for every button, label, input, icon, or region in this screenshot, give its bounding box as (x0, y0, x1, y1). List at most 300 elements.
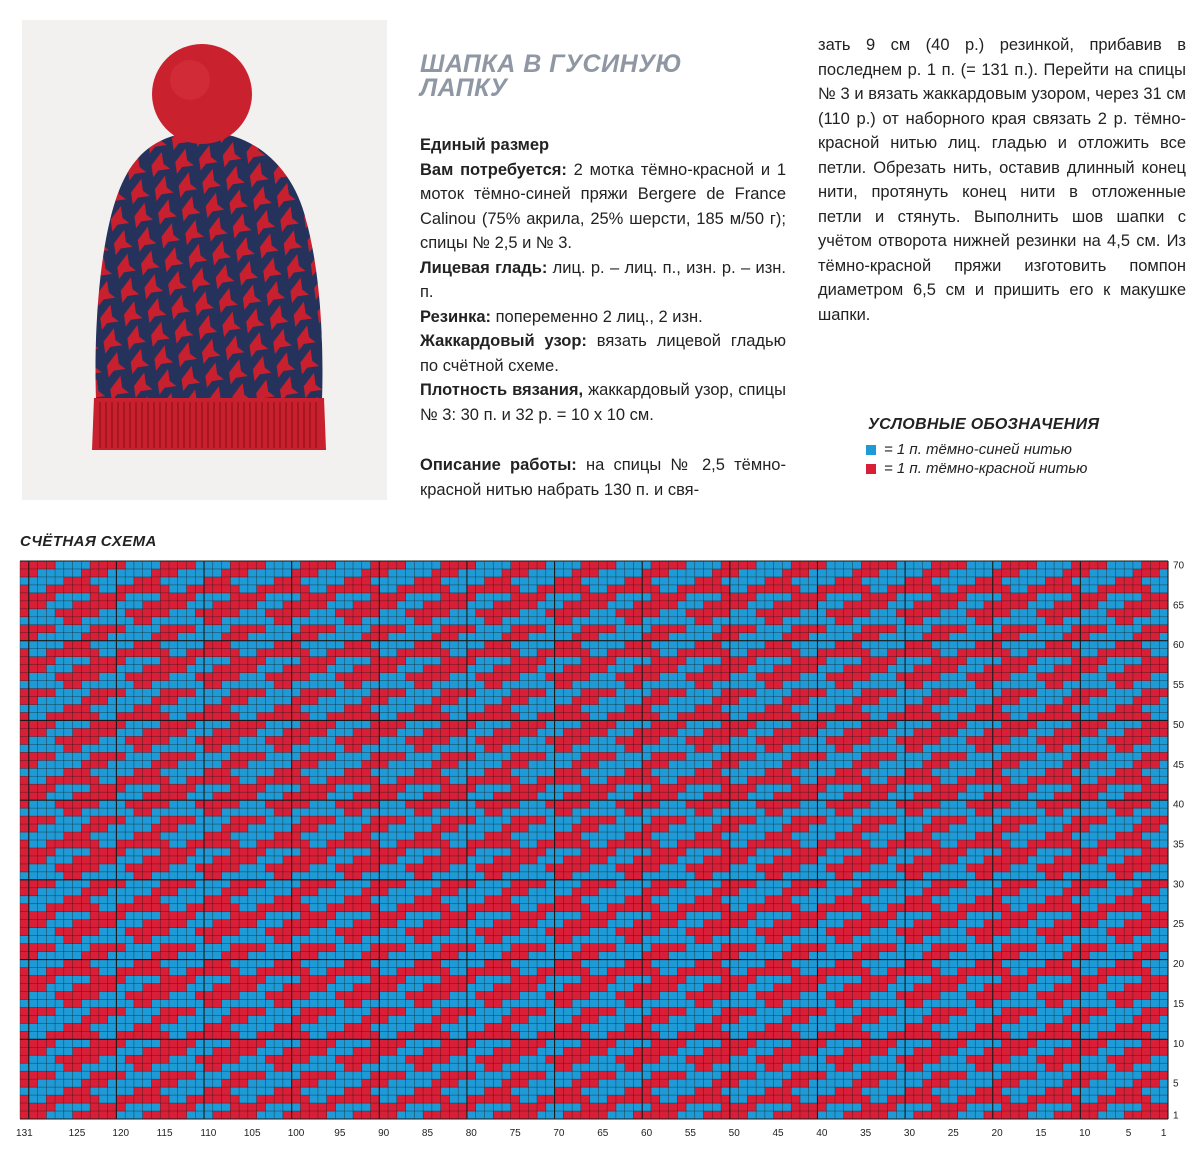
red-stitch-run (344, 768, 371, 776)
red-stitch-run (344, 1023, 371, 1031)
red-stitch-run (151, 697, 178, 705)
red-stitch-run (835, 704, 862, 712)
red-stitch-run (563, 1047, 607, 1055)
red-stitch-run (984, 856, 1028, 864)
red-stitch-run (896, 800, 940, 808)
red-stitch-run (406, 609, 450, 617)
x-tick-label: 70 (553, 1128, 565, 1139)
red-stitch-run (432, 1015, 459, 1023)
red-stitch-run (914, 601, 958, 609)
red-stitch-run (283, 983, 327, 991)
red-stitch-run (905, 1023, 932, 1031)
red-stitch-run (975, 1023, 1002, 1031)
x-tick-label: 60 (641, 1128, 653, 1139)
red-stitch-run (546, 864, 590, 872)
red-stitch-run (826, 864, 870, 872)
red-stitch-run (704, 792, 748, 800)
x-tick-label: 30 (903, 1128, 916, 1139)
red-stitch-run (20, 649, 29, 657)
red-stitch-run (134, 1087, 161, 1095)
red-stitch-run (274, 1087, 301, 1095)
red-stitch-run (686, 673, 730, 681)
red-stitch-run (362, 760, 389, 768)
red-stitch-run (493, 1047, 537, 1055)
legend-item-blue (866, 440, 1166, 459)
red-stitch-run (476, 991, 520, 999)
red-stitch-run (1054, 792, 1098, 800)
jacquard-text: вязать лицевой гладью по счётной схеме. (420, 332, 786, 375)
red-stitch-run (73, 1111, 117, 1119)
red-stitch-run (1045, 641, 1072, 649)
materials-label: Вам потребуется: (420, 160, 567, 179)
red-stitch-run (765, 1023, 792, 1031)
red-stitch-run (642, 952, 669, 960)
red-stitch-run (283, 1111, 327, 1119)
red-stitch-run (616, 864, 660, 872)
red-stitch-run (1107, 991, 1151, 999)
red-stitch-run (844, 856, 888, 864)
red-stitch-run (616, 800, 660, 808)
red-stitch-run (1115, 960, 1142, 968)
red-stitch-run (546, 1055, 590, 1063)
red-stitch-run (975, 960, 1002, 968)
red-stitch-run (546, 800, 590, 808)
red-stitch-run (292, 888, 319, 896)
red-stitch-run (765, 896, 792, 904)
red-stitch-run (993, 697, 1020, 705)
x-tick-label: 50 (728, 1128, 740, 1139)
red-stitch-run (984, 601, 1028, 609)
red-stitch-run (283, 792, 327, 800)
red-stitch-run (151, 1079, 178, 1087)
red-stitch-run (222, 760, 249, 768)
red-stitch-run (265, 991, 309, 999)
red-stitch-run (292, 633, 319, 641)
red-stitch-run (213, 601, 257, 609)
red-stitch-run (546, 609, 590, 617)
red-stitch-run (213, 856, 257, 864)
red-stitch-run (712, 760, 739, 768)
red-stitch-run (64, 1023, 91, 1031)
red-stitch-run (283, 920, 327, 928)
red-stitch-run (765, 577, 792, 585)
red-stitch-run (616, 1055, 660, 1063)
red-stitch-run (923, 633, 950, 641)
red-stitch-run (222, 1015, 249, 1023)
red-stitch-run (292, 760, 319, 768)
red-stitch-run (835, 577, 862, 585)
red-stitch-run (414, 896, 441, 904)
red-stitch-run (1107, 800, 1151, 808)
red-stitch-run (896, 991, 940, 999)
stockinette-paragraph (420, 256, 786, 305)
red-stitch-run (782, 1015, 809, 1023)
red-stitch-run (826, 736, 870, 744)
red-stitch-run (896, 673, 940, 681)
red-stitch-run (20, 904, 29, 912)
red-stitch-run (222, 952, 249, 960)
red-stitch-run (274, 896, 301, 904)
red-stitch-run (826, 609, 870, 617)
red-stitch-run (704, 856, 748, 864)
red-stitch-run (73, 601, 117, 609)
red-stitch-run (353, 856, 397, 864)
red-stitch-run (853, 697, 880, 705)
x-tick-label: 100 (287, 1128, 305, 1139)
red-stitch-run (484, 577, 511, 585)
red-stitch-run (546, 928, 590, 936)
red-stitch-run (844, 920, 888, 928)
red-stitch-run (853, 569, 880, 577)
red-stitch-run (572, 697, 599, 705)
red-stitch-run (695, 960, 722, 968)
red-stitch-run (686, 609, 730, 617)
red-stitch-run (1133, 633, 1160, 641)
article-title: ШАПКА В ГУСИНУЮ ЛАПКУ (420, 50, 683, 102)
red-stitch-run (853, 1079, 880, 1087)
red-stitch-run (432, 888, 459, 896)
red-stitch-run (20, 856, 47, 864)
red-stitch-run (923, 952, 950, 960)
red-stitch-run (502, 952, 529, 960)
red-stitch-run (712, 569, 739, 577)
red-stitch-run (125, 864, 169, 872)
red-stitch-run (1142, 689, 1169, 697)
red-stitch-run (993, 633, 1020, 641)
red-stitch-run (81, 697, 108, 705)
red-stitch-run (686, 800, 730, 808)
red-stitch-run (423, 856, 467, 864)
red-stitch-run (1124, 1111, 1168, 1119)
red-stitch-run (844, 1047, 888, 1055)
red-stitch-run (493, 856, 537, 864)
red-stitch-run (476, 928, 520, 936)
red-stitch-run (265, 736, 309, 744)
red-stitch-run (826, 991, 870, 999)
red-stitch-run (1045, 1023, 1072, 1031)
red-stitch-run (1142, 944, 1169, 952)
red-stitch-run (55, 673, 99, 681)
red-stitch-run (844, 601, 888, 609)
red-stitch-run (774, 1111, 818, 1119)
red-stitch-run (765, 768, 792, 776)
red-stitch-run (695, 1087, 722, 1095)
y-tick-label: 30 (1173, 879, 1185, 891)
red-stitch-run (563, 856, 607, 864)
red-stitch-run (125, 609, 169, 617)
red-stitch-run (20, 609, 29, 617)
y-tick-label: 20 (1173, 959, 1185, 971)
red-stitch-run (914, 983, 958, 991)
x-tick-label: 5 (1125, 1128, 1132, 1139)
red-stitch-run (835, 960, 862, 968)
red-stitch-run (73, 1047, 117, 1055)
red-stitch-run (353, 728, 397, 736)
red-stitch-run (1037, 673, 1081, 681)
red-stitch-run (292, 1079, 319, 1087)
red-stitch-run (423, 728, 467, 736)
red-stitch-run (1054, 1111, 1098, 1119)
red-stitch-run (905, 577, 932, 585)
red-stitch-run (712, 697, 739, 705)
red-stitch-run (151, 952, 178, 960)
red-stitch-run (502, 697, 529, 705)
red-stitch-run (64, 960, 91, 968)
red-stitch-run (414, 960, 441, 968)
red-stitch-run (1133, 1015, 1160, 1023)
red-stitch-run (695, 832, 722, 840)
red-stitch-run (633, 728, 677, 736)
red-stitch-run (151, 760, 178, 768)
red-stitch-run (274, 577, 301, 585)
red-stitch-run (905, 896, 932, 904)
red-stitch-run (1133, 888, 1160, 896)
red-stitch-run (984, 1047, 1028, 1055)
red-stitch-run (774, 920, 818, 928)
article-column-left (420, 133, 786, 502)
red-stitch-run (546, 991, 590, 999)
red-stitch-run (476, 1055, 520, 1063)
red-stitch-run (362, 824, 389, 832)
x-tick-label: 131 (16, 1128, 33, 1139)
red-stitch-run (1054, 665, 1098, 673)
red-stitch-run (853, 888, 880, 896)
red-stitch-run (625, 1087, 652, 1095)
red-stitch-run (265, 609, 309, 617)
red-stitch-run (1142, 912, 1169, 920)
red-stitch-run (914, 920, 958, 928)
red-stitch-run (923, 760, 950, 768)
red-stitch-run (20, 736, 29, 744)
red-stitch-run (563, 792, 607, 800)
red-stitch-run (423, 601, 467, 609)
red-stitch-run (20, 928, 29, 936)
red-stitch-run (1054, 1047, 1098, 1055)
red-stitch-run (1063, 1015, 1090, 1023)
red-stitch-run (914, 856, 958, 864)
red-stitch-run (914, 1111, 958, 1119)
red-stitch-run (222, 697, 249, 705)
red-stitch-run (1054, 920, 1098, 928)
jacquard-label: Жаккардовый узор: (420, 332, 587, 350)
red-stitch-run (1142, 1039, 1169, 1047)
red-stitch-run (1107, 736, 1151, 744)
red-stitch-run (81, 1079, 108, 1087)
red-stitch-run (1054, 983, 1098, 991)
red-stitch-run (143, 1111, 187, 1119)
red-stitch-run (1124, 920, 1168, 928)
red-stitch-run (64, 577, 91, 585)
red-stitch-run (686, 991, 730, 999)
red-stitch-run (134, 768, 161, 776)
red-stitch-run (642, 1015, 669, 1023)
red-stitch-run (283, 665, 327, 673)
red-stitch-run (1115, 577, 1142, 585)
red-stitch-run (905, 641, 932, 649)
red-stitch-run (1115, 641, 1142, 649)
red-stitch-run (502, 569, 529, 577)
y-tick-label: 10 (1173, 1038, 1185, 1050)
red-stitch-run (923, 697, 950, 705)
red-stitch-run (1142, 1007, 1169, 1015)
x-tick-label: 110 (200, 1128, 217, 1139)
red-stitch-run (1045, 960, 1072, 968)
red-stitch-run (555, 832, 582, 840)
red-stitch-run (213, 983, 257, 991)
red-stitch-run (765, 641, 792, 649)
red-stitch-run (966, 864, 1010, 872)
x-tick-label: 45 (772, 1128, 784, 1139)
red-stitch-run (493, 601, 537, 609)
red-stitch-run (143, 1047, 187, 1055)
x-tick-label: 75 (509, 1128, 521, 1139)
red-stitch-run (1133, 697, 1160, 705)
red-stitch-run (344, 577, 371, 585)
red-stitch-run (265, 1055, 309, 1063)
red-stitch-run (1142, 752, 1169, 760)
red-stitch-run (686, 864, 730, 872)
red-stitch-run (195, 673, 239, 681)
work-text: на спицы № 2,5 тёмно-красной нитью набрать 130 п. и свя- (420, 456, 786, 499)
red-stitch-run (914, 728, 958, 736)
blue-swatch-icon (866, 445, 876, 455)
x-tick-label: 120 (112, 1128, 130, 1139)
red-stitch-run (1037, 800, 1081, 808)
red-stitch-run (81, 569, 108, 577)
red-stitch-run (20, 1055, 29, 1063)
red-stitch-run (484, 896, 511, 904)
red-stitch-run (1045, 768, 1072, 776)
red-stitch-run (563, 601, 607, 609)
red-stitch-run (975, 704, 1002, 712)
red-stitch-run (20, 840, 29, 848)
red-stitch-run (353, 792, 397, 800)
red-stitch-run (782, 760, 809, 768)
red-stitch-run (134, 832, 161, 840)
red-stitch-run (1063, 760, 1090, 768)
red-stitch-run (625, 1023, 652, 1031)
red-stitch-run (774, 728, 818, 736)
red-stitch-run (844, 1111, 888, 1119)
materials-paragraph (420, 158, 786, 256)
red-stitch-run (493, 728, 537, 736)
red-stitch-run (213, 1111, 257, 1119)
red-stitch-run (1133, 1079, 1160, 1087)
red-stitch-run (686, 1055, 730, 1063)
y-tick-label: 35 (1173, 839, 1185, 851)
red-stitch-run (64, 641, 91, 649)
red-stitch-run (765, 1087, 792, 1095)
red-stitch-run (292, 824, 319, 832)
red-stitch-run (335, 928, 379, 936)
red-stitch-run (125, 673, 169, 681)
red-stitch-run (432, 569, 459, 577)
article-column-right (818, 33, 1186, 327)
red-stitch-run (362, 633, 389, 641)
red-stitch-run (835, 768, 862, 776)
red-stitch-run (704, 601, 748, 609)
legend-label-red: = 1 п. тёмно-красной нитью (884, 460, 1088, 477)
red-stitch-run (555, 1023, 582, 1031)
red-stitch-run (774, 665, 818, 673)
red-stitch-run (64, 704, 91, 712)
red-stitch-run (1142, 848, 1169, 856)
red-stitch-run (493, 983, 537, 991)
red-stitch-run (414, 577, 441, 585)
red-stitch-run (1115, 896, 1142, 904)
red-stitch-run (555, 577, 582, 585)
rib-text: попеременно 2 лиц., 2 изн. (495, 307, 703, 326)
red-stitch-run (344, 960, 371, 968)
red-stitch-run (1142, 625, 1169, 633)
red-stitch-run (195, 928, 239, 936)
red-stitch-run (476, 864, 520, 872)
stockinette-label: Лицевая гладь: (420, 258, 548, 277)
legend-label-blue: = 1 п. тёмно-синей нитью (884, 441, 1072, 458)
red-stitch-run (835, 832, 862, 840)
red-stitch-run (625, 577, 652, 585)
y-tick-label: 65 (1173, 600, 1185, 612)
work-label: Описание работы: (420, 456, 577, 474)
x-tick-label: 15 (1035, 1128, 1047, 1139)
red-stitch-run (484, 768, 511, 776)
red-stitch-run (204, 960, 231, 968)
x-tick-label: 125 (68, 1128, 86, 1139)
y-tick-label: 50 (1173, 719, 1185, 731)
x-tick-label: 1 (1160, 1128, 1167, 1139)
gauge-paragraph (420, 378, 786, 427)
red-stitch-run (975, 768, 1002, 776)
red-stitch-run (151, 633, 178, 641)
red-stitch-run (55, 864, 99, 872)
red-stitch-run (143, 728, 187, 736)
red-stitch-run (756, 928, 800, 936)
y-tick-label: 45 (1173, 759, 1185, 771)
size-label: Единый размер (420, 136, 550, 154)
red-stitch-run (493, 665, 537, 673)
red-stitch-run (712, 952, 739, 960)
red-stitch-run (896, 928, 940, 936)
red-stitch-run (572, 1015, 599, 1023)
red-stitch-run (204, 641, 231, 649)
red-stitch-run (81, 1015, 108, 1023)
red-stitch-run (782, 824, 809, 832)
red-stitch-run (704, 983, 748, 991)
red-stitch-run (1045, 577, 1072, 585)
red-stitch-run (362, 1079, 389, 1087)
red-stitch-run (213, 1047, 257, 1055)
red-stitch-run (1063, 633, 1090, 641)
red-stitch-run (55, 991, 99, 999)
red-stitch-run (344, 896, 371, 904)
red-stitch-run (344, 704, 371, 712)
red-stitch-run (642, 1079, 669, 1087)
red-stitch-run (1142, 784, 1169, 792)
red-stitch-run (274, 704, 301, 712)
y-tick-label: 60 (1173, 640, 1185, 652)
red-stitch-run (362, 888, 389, 896)
red-stitch-run (966, 609, 1010, 617)
red-stitch-run (73, 792, 117, 800)
red-stitch-run (975, 641, 1002, 649)
red-stitch-run (1045, 896, 1072, 904)
red-stitch-run (1142, 561, 1169, 569)
red-stitch-run (782, 569, 809, 577)
red-stitch-run (73, 728, 117, 736)
red-stitch-run (625, 641, 652, 649)
red-stitch-run (572, 1079, 599, 1087)
red-stitch-run (423, 920, 467, 928)
